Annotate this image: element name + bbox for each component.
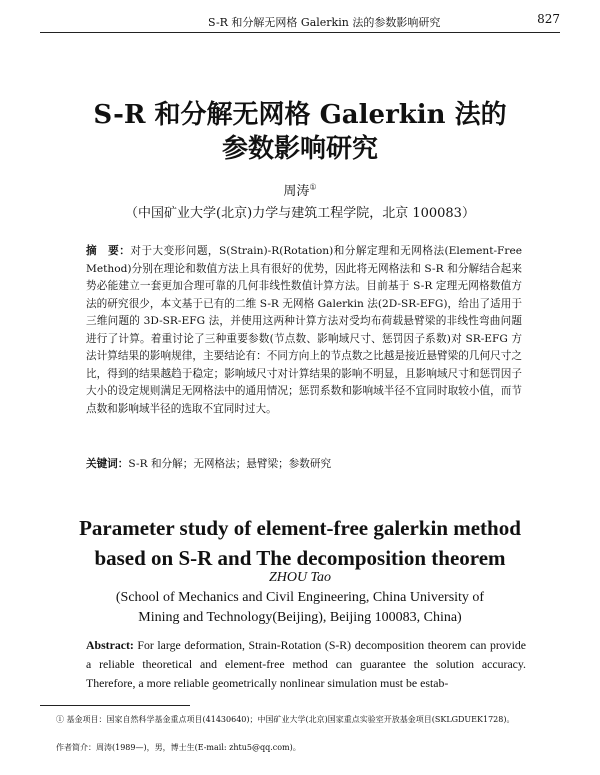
chinese-title-line-2: 参数影响研究	[221, 134, 378, 164]
english-abstract	[86, 636, 526, 693]
abstract-label-en: Abstract:	[86, 638, 134, 652]
footnote-rule	[40, 705, 190, 706]
english-title-line-2: based on S-R and The decomposition theorem	[94, 546, 506, 570]
running-title: S-R 和分解无网格 Galerkin 法的参数影响研究	[208, 16, 441, 29]
english-affiliation-line-2: Mining and Technology(Beijing), Beijing 100083, China)	[138, 610, 462, 625]
english-author: ZHOU Tao	[268, 570, 332, 585]
chinese-abstract	[86, 243, 522, 418]
english-title-line-1: Parameter study of element-free galerkin method	[79, 516, 521, 540]
keywords-label: 关键词：	[86, 458, 129, 470]
chinese-title	[40, 98, 560, 166]
chinese-author	[40, 180, 560, 199]
footnote-fund: ① 基金项目：国家自然科学基金重点项目(41430640)；中国矿业大学(北京)国家重点实验室开放基金项目(SKLGDUEK1728)。	[56, 715, 515, 724]
abstract-text-cn: 对于大变形问题，S(Strain)-R(Rotation)和分解定理和无网格法(Element-Free Method)分别在理论和数值方法上具有很好的优势，因此将无网格法和 S-R 和分解结合起来势必能建立一套更加合理可靠的几何非线性数值计算方法。目前基于 S-R 定理无网格数值方法的研究很少，本文基于已有的二维 S-R 无网格 Galerkin 法(2D-SR-EFG)，给出了适用于三维问题的 3D-SR-EFG 法，并使用这两种计算方法对受均布荷载悬臂梁的非线性弯曲问题进行了计算。着重讨论了三种重要参数(节点数、影响域尺寸、惩罚因子系数)对 SR-EFG 方法计算结果的影响规律，主要结论有：不同方向上的节点数之比越是接近悬臂梁的几何尺寸之比，得到的结果越趋于稳定；影响域尺寸对计算结果的影响不明显，且影响域尺寸和惩罚因子大小的设定规则满足无网格法中的通用情况；惩罚系数和影响域半径不宜同时取较小值，而节点数和影响域半径的选取不宜同时过大。	[86, 245, 522, 415]
page-header	[0, 10, 600, 32]
abstract-label-cn: 摘 要：	[86, 245, 131, 257]
footnote-author-bio: 作者简介：周涛(1989—)，男，博士生(E-mail: zhtu5@qq.com)。	[56, 743, 301, 752]
header-rule	[40, 32, 560, 33]
abstract-text-en: For large deformation, Strain-Rotation (S-R) decomposition theorem can provide a reliable theoretical and element-free method can guarantee the solution accuracy. Therefore, a more reliable geometrically nonlinear simulation must be estab-	[86, 638, 526, 690]
english-title	[40, 513, 560, 573]
footnote-marker: ①	[309, 182, 317, 192]
chinese-affiliation: （中国矿业大学(北京)力学与建筑工程学院，北京 100083）	[125, 206, 475, 221]
page-number: 827	[537, 12, 560, 26]
chinese-title-line-1: S-R 和分解无网格 Galerkin 法的	[93, 100, 507, 130]
keywords-text: S-R 和分解；无网格法；悬臂梁；参数研究	[128, 458, 332, 470]
chinese-keywords	[86, 456, 522, 471]
english-affiliation	[40, 588, 560, 628]
english-affiliation-line-1: (School of Mechanics and Civil Engineering, China University of	[115, 590, 485, 605]
author-name-cn: 周涛	[283, 184, 310, 199]
